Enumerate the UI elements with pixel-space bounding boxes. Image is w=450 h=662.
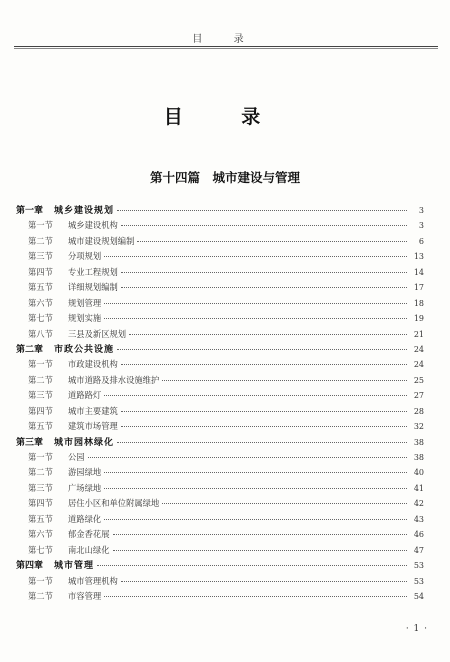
toc-entry-label: 第一节	[28, 359, 53, 370]
toc-entry-page: 38	[413, 453, 424, 462]
toc-entry-title: 城市道路及排水设施维护	[68, 374, 160, 385]
toc-section-entry[interactable]	[16, 327, 424, 342]
toc-entry-label: 第四节	[28, 498, 53, 509]
toc-entry-page: 41	[413, 483, 424, 493]
toc-entry-page: 3	[418, 221, 424, 231]
toc-entry-title: 详细规划编制	[68, 282, 118, 293]
toc-entry-label: 第一节	[28, 575, 53, 586]
toc-entry-label: 第一节	[28, 220, 53, 231]
toc-entry-title: 游园绿地	[68, 467, 102, 478]
toc-entry-page: 28	[413, 406, 424, 416]
toc-entry-title: 分项规划	[68, 251, 102, 262]
toc-entry-label: 第六节	[28, 529, 53, 540]
dot-leader	[104, 488, 407, 489]
toc-entry-page: 32	[413, 422, 424, 432]
toc-chapter-entry[interactable]	[16, 203, 424, 218]
toc-section-entry[interactable]	[16, 481, 424, 496]
toc-entry-title: 城市园林绿化	[54, 437, 115, 448]
toc-section-entry[interactable]	[16, 249, 424, 264]
toc-section-entry[interactable]	[16, 218, 424, 233]
toc-section-entry[interactable]	[16, 265, 424, 280]
page-title: 目 录	[163, 106, 287, 128]
toc-entry-label: 第二节	[28, 590, 53, 601]
toc-entry-label: 第七节	[28, 313, 53, 324]
toc-entry-page: 24	[413, 360, 424, 370]
dot-leader	[104, 318, 407, 319]
toc-entry-page: 27	[413, 391, 424, 401]
toc-entry-page: 47	[413, 545, 424, 555]
toc-section-entry[interactable]	[16, 388, 424, 403]
toc-entry-page: 46	[413, 530, 424, 540]
toc-entry-page: 21	[413, 329, 424, 339]
toc-entry-page: 17	[413, 283, 424, 293]
toc-chapter-entry[interactable]	[16, 342, 424, 357]
dot-leader	[104, 256, 407, 257]
toc-entry-title: 广场绿地	[68, 482, 102, 493]
toc-entry-title: 市政公共设施	[54, 344, 115, 355]
toc-entry-page: 19	[413, 314, 424, 324]
toc-entry-page: 25	[413, 375, 424, 385]
toc-section-entry[interactable]	[16, 404, 424, 419]
dot-leader	[104, 395, 407, 396]
dot-leader	[117, 210, 407, 211]
toc-section-entry[interactable]	[16, 512, 424, 527]
dot-leader	[121, 272, 407, 273]
toc-entry-label: 第四节	[28, 405, 53, 416]
dot-leader	[121, 225, 407, 226]
toc-section-entry[interactable]	[16, 296, 424, 311]
toc-entry-label: 第七节	[28, 544, 53, 555]
dot-leader	[117, 442, 407, 443]
header-rule	[14, 46, 438, 49]
toc-entry-label: 第二节	[28, 374, 53, 385]
toc-entry-page: 3	[418, 206, 424, 215]
toc-entry-label: 第八节	[28, 328, 53, 339]
dot-leader	[121, 426, 407, 427]
toc-section-entry[interactable]	[16, 589, 424, 604]
toc-entry-title: 道路路灯	[68, 390, 102, 401]
toc-entry-label: 第五节	[28, 421, 53, 432]
toc-entry-page: 18	[413, 298, 424, 308]
dot-leader	[121, 287, 407, 288]
dot-leader	[162, 503, 407, 504]
toc-entry-label: 第二节	[28, 235, 53, 246]
toc-entry-page: 14	[413, 267, 424, 277]
toc-entry-page: 53	[413, 561, 424, 571]
dot-leader	[104, 519, 407, 520]
toc-entry-label: 第六节	[28, 297, 53, 308]
dot-leader	[137, 241, 407, 242]
toc-chapter-entry[interactable]	[16, 435, 424, 450]
toc-entry-label: 第二章	[16, 344, 44, 355]
toc-section-entry[interactable]	[16, 574, 424, 589]
toc-entry-title: 市政建设机构	[68, 359, 118, 370]
dot-leader	[104, 472, 407, 473]
dot-leader	[121, 364, 407, 365]
toc-section-entry[interactable]	[16, 496, 424, 511]
toc-entry-title: 城乡建设机构	[68, 220, 118, 231]
dot-leader	[162, 380, 407, 381]
dot-leader	[113, 534, 408, 535]
toc-entry-title: 公园	[68, 452, 85, 462]
toc-entry-title: 建筑市场管理	[68, 421, 118, 432]
toc-entry-label: 第一章	[16, 206, 44, 216]
toc-entry-label: 第四章	[16, 561, 44, 572]
toc-entry-page: 53	[413, 576, 424, 586]
toc-section-entry[interactable]	[16, 311, 424, 326]
toc-section-entry[interactable]	[16, 419, 424, 434]
toc-entry-page: 13	[413, 252, 424, 262]
toc-entry-page: 43	[413, 514, 424, 524]
toc-entry-title: 南北山绿化	[68, 544, 110, 555]
toc-section-entry[interactable]	[16, 450, 424, 465]
dot-leader	[113, 550, 408, 551]
toc-entry-label: 第一节	[28, 452, 53, 462]
toc-entry-label: 第三节	[28, 251, 53, 262]
toc-entry-page: 38	[413, 437, 424, 447]
toc-entry-title: 道路绿化	[68, 513, 102, 524]
dot-leader	[104, 303, 407, 304]
toc-entry-title: 居住小区和单位附属绿地	[68, 498, 160, 509]
toc-entry-label: 第三节	[28, 482, 53, 493]
toc-entry-page: 40	[413, 468, 424, 478]
toc-entry-title: 城市管理	[54, 561, 95, 572]
toc-entry-label: 第三章	[16, 437, 44, 448]
dot-leader	[121, 411, 407, 412]
dot-leader	[88, 457, 407, 458]
toc-entry-label: 第二节	[28, 467, 53, 478]
toc-section-entry[interactable]	[16, 543, 424, 558]
toc-entry-page: 6	[418, 236, 424, 246]
dot-leader	[121, 581, 407, 582]
toc-entry-label: 第五节	[28, 282, 53, 293]
toc-entry-title: 城市管理机构	[68, 575, 118, 586]
running-head: 目 录	[192, 34, 258, 45]
toc-entry-page: 54	[413, 591, 424, 601]
toc-entry-title: 专业工程规划	[68, 266, 118, 277]
dot-leader	[117, 349, 407, 350]
toc-entry-title: 城乡建设规划	[54, 206, 115, 216]
toc-entry-label: 第五节	[28, 513, 53, 524]
toc-entry-label: 第三节	[28, 390, 53, 401]
toc-section-entry[interactable]	[16, 527, 424, 542]
toc-section-entry[interactable]	[16, 465, 424, 480]
toc-entry-title: 城市主要建筑	[68, 405, 118, 416]
toc-entry-page: 24	[413, 344, 424, 354]
toc-entry-title: 城市建设规划编制	[68, 235, 135, 246]
table-of-contents	[16, 203, 424, 604]
toc-entry-title: 规划管理	[68, 297, 102, 308]
toc-section-entry[interactable]	[16, 234, 424, 249]
page-number: · 1 ·	[405, 624, 428, 634]
dot-leader	[129, 334, 407, 335]
toc-entry-title: 三县及新区规划	[68, 328, 127, 339]
toc-chapter-entry[interactable]	[16, 558, 424, 573]
toc-entry-title: 市容管理	[68, 590, 102, 601]
toc-entry-title: 郁金香花展	[68, 529, 110, 540]
toc-section-entry[interactable]	[16, 373, 424, 388]
dot-leader	[104, 596, 407, 597]
part-title: 第十四篇 城市建设与管理	[149, 170, 300, 185]
toc-entry-page: 42	[413, 499, 424, 509]
toc-entry-title: 规划实施	[68, 313, 102, 324]
dot-leader	[97, 565, 407, 566]
toc-section-entry[interactable]	[16, 280, 424, 295]
toc-entry-label: 第四节	[28, 266, 53, 277]
toc-section-entry[interactable]	[16, 357, 424, 372]
